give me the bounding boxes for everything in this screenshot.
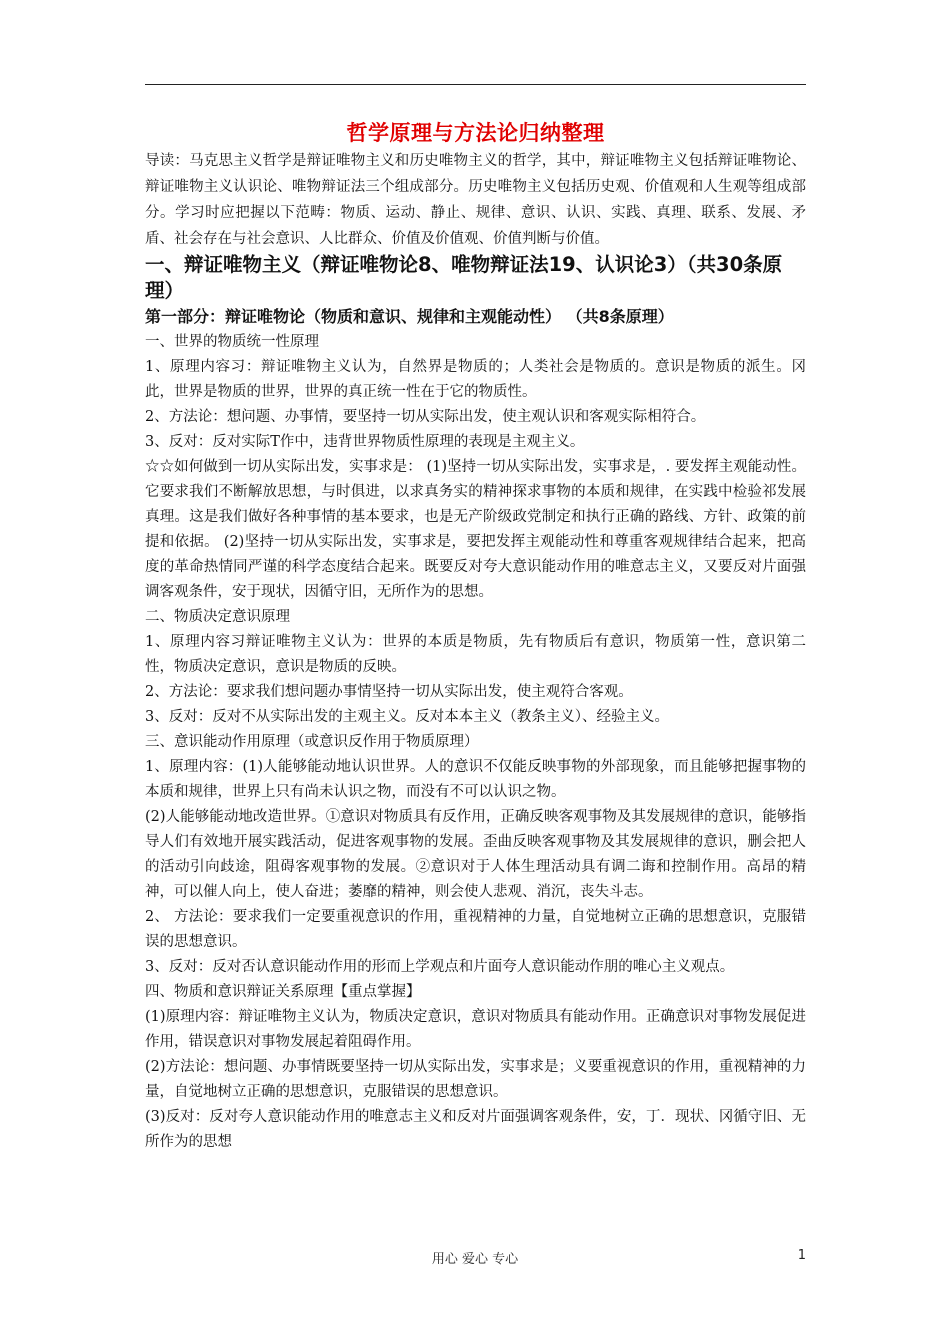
principle-heading-3: 三、意识能动作用原理（或意识反作用于物质原理） <box>145 734 479 750</box>
header-rule <box>145 84 806 85</box>
paragraph: 2、方法论：要求我们想问题办事情坚持一切从实际出发，使主观符合客观。 <box>145 684 633 700</box>
footer-motto: 用心 爱心 专心 <box>431 1252 519 1267</box>
paragraph: 3、反对：反对不从实际出发的主观主义。反对本本主义（教条主义）、经验主义。 <box>145 709 669 725</box>
intro-paragraph: 导读：马克思主义哲学是辩证唯物主义和历史唯物主义的哲学，其中，辩证唯物主义包括辩证唯物论、辩证唯物主义认识论、唯物辩证法三个组成部分。历史唯物主义包括历史观、价值观和人生观等组成部分。学习时应把握以下范畴：物质、运动、静止、规律、意识、认识、实践、真理、联系、发展、矛盾、社会存在与社会意识、人比群众、价值及价值观、价值判断与价值。 <box>145 153 806 247</box>
paragraph: (2)人能够能动地改造世界。①意识对物质具有反作用，正确反映客观事物及其发展规律的意识，能够指导人们有效地开展实践活动，促进客观事物的发展。歪曲反映客观事物及其发展规律的意识，删会把人的活动引向歧途，阻碍客观事物的发展。②意识对于人体生理活动具有调二诲和控制作用。高昂的精神，可以催人向上，使人奋进；萎靡的精神，则会使人悲观、消沉，丧失斗志。 <box>145 809 806 900</box>
principle-heading-4: 四、物质和意识辩证关系原理【重点掌握】 <box>145 984 421 1000</box>
principle-heading-1: 一、世界的物质统一性原理 <box>145 334 319 350</box>
paragraph: 1、原理内容：(1)人能够能动地认识世界。人的意识不仅能反映事物的外部现象，而且能够把握事物的本质和规律，世界上只有尚未认识之物，而没有不可以认识之物。 <box>145 759 806 800</box>
paragraph: (3)反对：反对夸人意识能动作用的唯意志主义和反对片面强调客观条件，安，丁．现状、冈循守旧、无所作为的思想 <box>145 1109 806 1150</box>
paragraph: 2、方法论：想问题、办事情，要坚持一切从实际出发，使主观认识和客观实际相符合。 <box>145 409 706 425</box>
paragraph: ☆☆如何做到一切从实际出发，实事求是： (1)坚持一切从实际出发，实事求是，. 要发挥主观能动性。它要求我们不断解放思想，与时俱进，以求真务实的精神探求事物的本质和规律，在实践中检验祁发展真理。这是我们做好各种事情的基本要求，也是无产阶级政党制定和执行正确的路线、方针、政策的前提和依据。 (2)坚持一切从实际出发，实事求是，要把发挥主观能动性和尊重客观规律结合起来，把高度的革命热情同严谨的科学态度结合起来。既要反对夸大意识能动作用的唯意志主义，又要反对片面强调客观条件，安于现状，因循守旧，无所作为的思想。 <box>145 459 806 600</box>
paragraph: 3、反对：反对实际T作中，违背世界物质性原理的表现是主观主义。 <box>145 434 585 450</box>
paragraph: 3、反对：反对否认意识能动作用的形而上学观点和片面夸人意识能动作朋的唯心主义观点。 <box>145 959 735 975</box>
document-body <box>145 120 806 1155</box>
page-number: 1 <box>797 1248 806 1263</box>
section-heading: 一、辩证唯物主义（辩证唯物论8、唯物辩证法19、认识论3）（共30条原理） <box>145 253 783 302</box>
principle-heading-2: 二、物质决定意识原理 <box>145 609 290 625</box>
document-title: 哲学原理与方法论归纳整理 <box>346 120 605 145</box>
paragraph: (1)原理内容：辩证唯物主义认为，物质决定意识，意识对物质具有能动作用。正确意识对事物发展促进作用，错误意识对事物发展起着阻碍作用。 <box>145 1009 806 1050</box>
subsection-heading: 第一部分：辩证唯物论（物质和意识、规律和主观能动性） （共8条原理） <box>145 307 674 326</box>
paragraph: 1、原理内容习辩证唯物主义认为：世界的本质是物质，先有物质后有意识，物质第一性，意识第二性，物质决定意识，意识是物质的反映。 <box>145 634 806 675</box>
paragraph: 2、 方法论：要求我们一定要重视意识的作用，重视精神的力量，自觉地树立正确的思想意识，克服错误的思想意识。 <box>145 909 806 950</box>
paragraph: 1、原理内容习：辩证唯物主义认为，自然界是物质的；人类社会是物质的。意识是物质的派生。冈此，世界是物质的世界，世界的真正统一性在于它的物质性。 <box>145 359 806 400</box>
paragraph: (2)方法论：想问题、办事情既要坚持一切从实际出发，实事求是；义要重视意识的作用，重视精神的力量，自觉地树立正确的思想意识，克服错误的思想意识。 <box>145 1059 806 1100</box>
